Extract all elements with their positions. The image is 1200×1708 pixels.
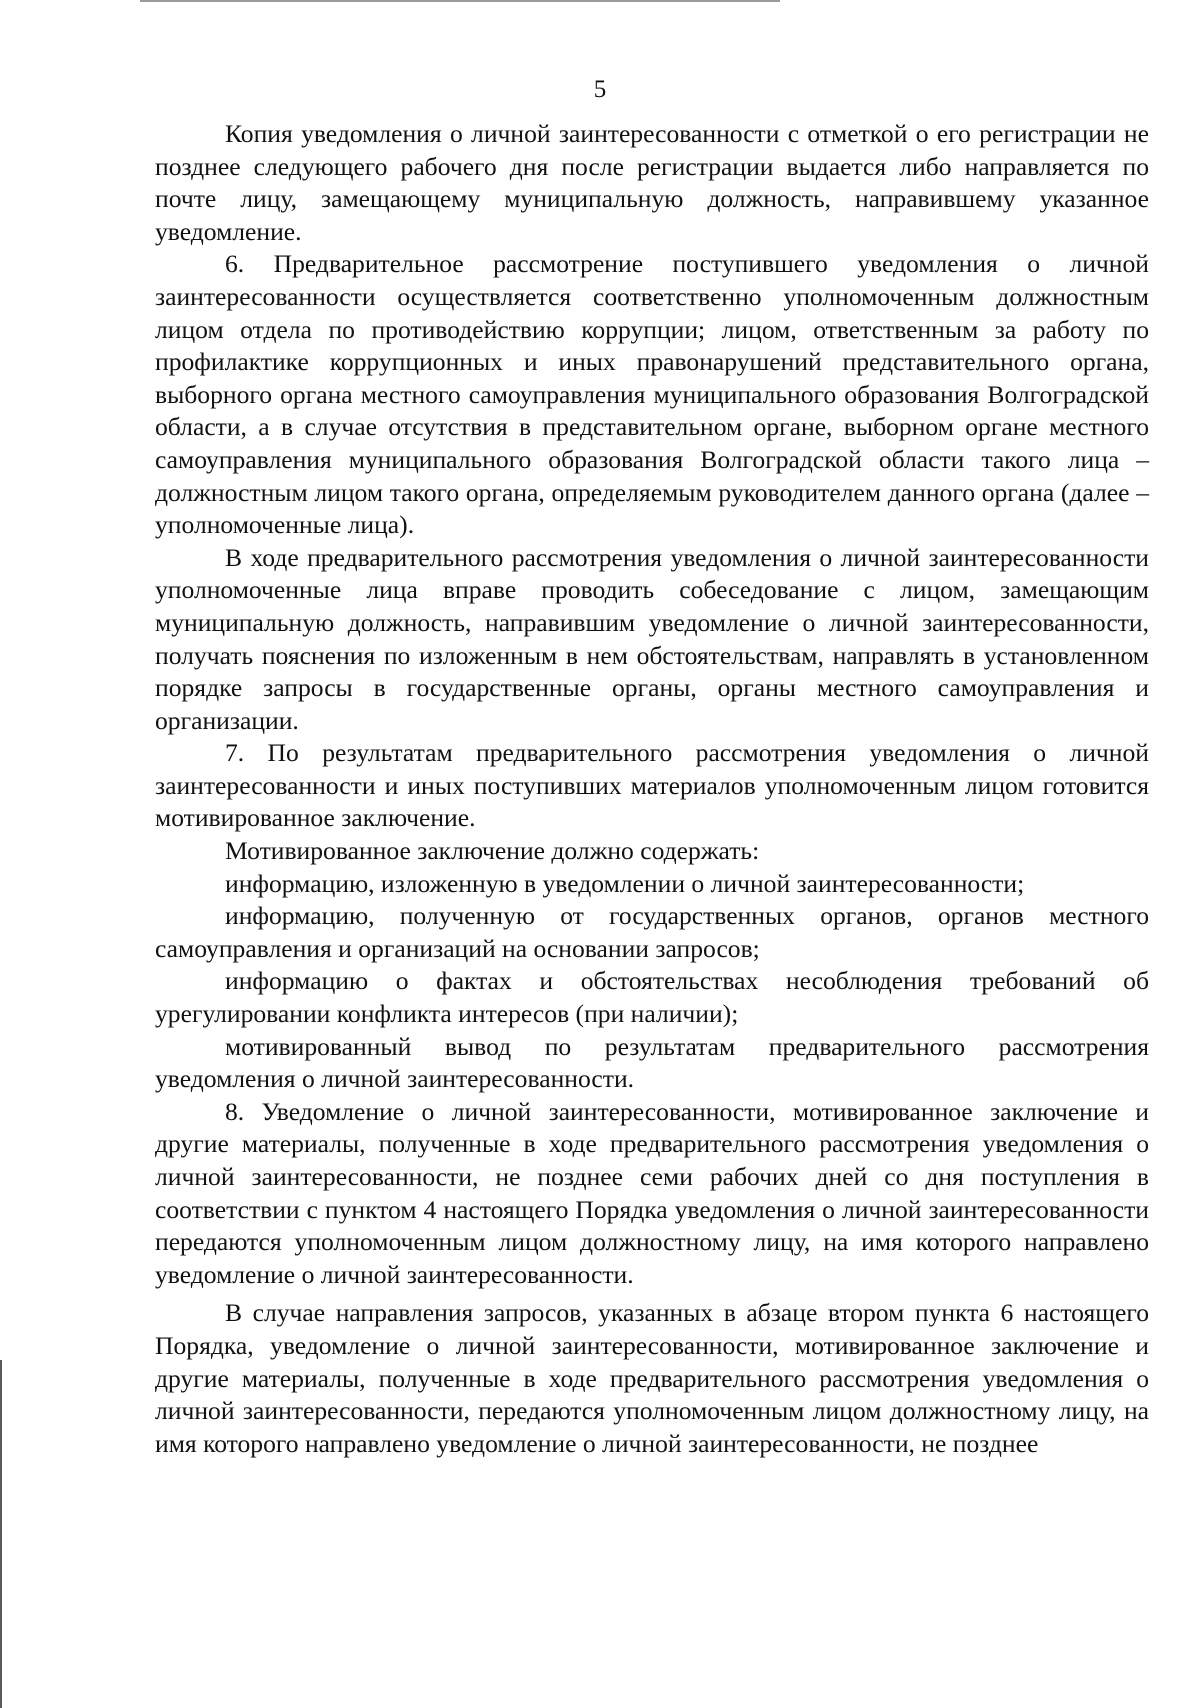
scan-top-edge-line (140, 0, 780, 2)
paragraph-info-from-notification: информацию, изложенную в уведомлении о личной заинтересованности; (225, 868, 1025, 898)
paragraph-conclusion-contents: Мотивированное заключение должно содержать: (225, 836, 760, 866)
document-body (155, 118, 1149, 1460)
paragraph-copy-of-notification: Копия уведомления о личной заинтересованности с отметкой о его регистрации не позднее следующего рабочего дня после регистрации выдается либо направляется по почте лицу, замещающему муниципальную должность, направившему указанное уведомление. (155, 119, 1149, 246)
paragraph-item-6: 6. Предварительное рассмотрение поступившего уведомления о личной заинтересованности осуществляется соответственно уполномоченным должностным лицом отдела по противодействию коррупции; лицом, ответственным за работу по профилактике коррупционных и иных правонарушений представительного органа, выборного органа местного самоуправления муниципального образования Волгоградской области, а в случае отсутствия в представительном органе, выборном органе местного самоуправления муниципального образования Волгоградской области такого лица – должностным лицом такого органа, определяемым руководителем данного органа (далее – уполномоченные лица). (155, 249, 1149, 540)
paragraph-preliminary-review: В ходе предварительного рассмотрения уведомления о личной заинтересованности уполномоченные лица вправе проводить собеседование с лицом, замещающим муниципальную должность, направившим уведомление о личной заинтересованности, получать пояснения по изложенным в нем обстоятельствам, направлять в установленном порядке запросы в государственные органы, органы местного самоуправления и организации. (155, 542, 1149, 735)
page-number: 5 (593, 76, 607, 103)
paragraph-reasoned-finding: мотивированный вывод по результатам предварительного рассмотрения уведомления о личной заинтересованности. (155, 1031, 1149, 1094)
scan-left-edge-line (0, 1360, 2, 1708)
paragraph-info-on-facts: информацию о фактах и обстоятельствах несоблюдения требований об урегулировании конфликта интересов (при наличии); (155, 966, 1149, 1029)
paragraph-item-8: 8. Уведомление о личной заинтересованности, мотивированное заключение и другие материалы, полученные в ходе предварительного рассмотрения уведомления о личной заинтересованности, не позднее семи рабочих дней со дня поступления в соответствии с пунктом 4 настоящего Порядка уведомления о личной заинтересованности передаются уполномоченным лицом должностному лицу, на имя которого направлено уведомление о личной заинтересованности. (155, 1096, 1149, 1289)
paragraph-info-from-agencies: информацию, полученную от государственных органов, органов местного самоуправления и организаций на основании запросов; (155, 901, 1149, 963)
paragraph-requests-case: В случае направления запросов, указанных в абзаце втором пункта 6 настоящего Порядка, уведомление о личной заинтересованности, мотивированное заключение и другие материалы, полученные в ходе предварительного рассмотрения уведомления о личной заинтересованности, передаются уполномоченным лицом должностному лицу, на имя которого направлено уведомление о личной заинтересованности, не позднее (155, 1298, 1149, 1458)
paragraph-item-7: 7. По результатам предварительного рассмотрения уведомления о личной заинтересованности и иных поступивших материалов уполномоченным лицом готовится мотивированное заключение. (155, 738, 1149, 833)
